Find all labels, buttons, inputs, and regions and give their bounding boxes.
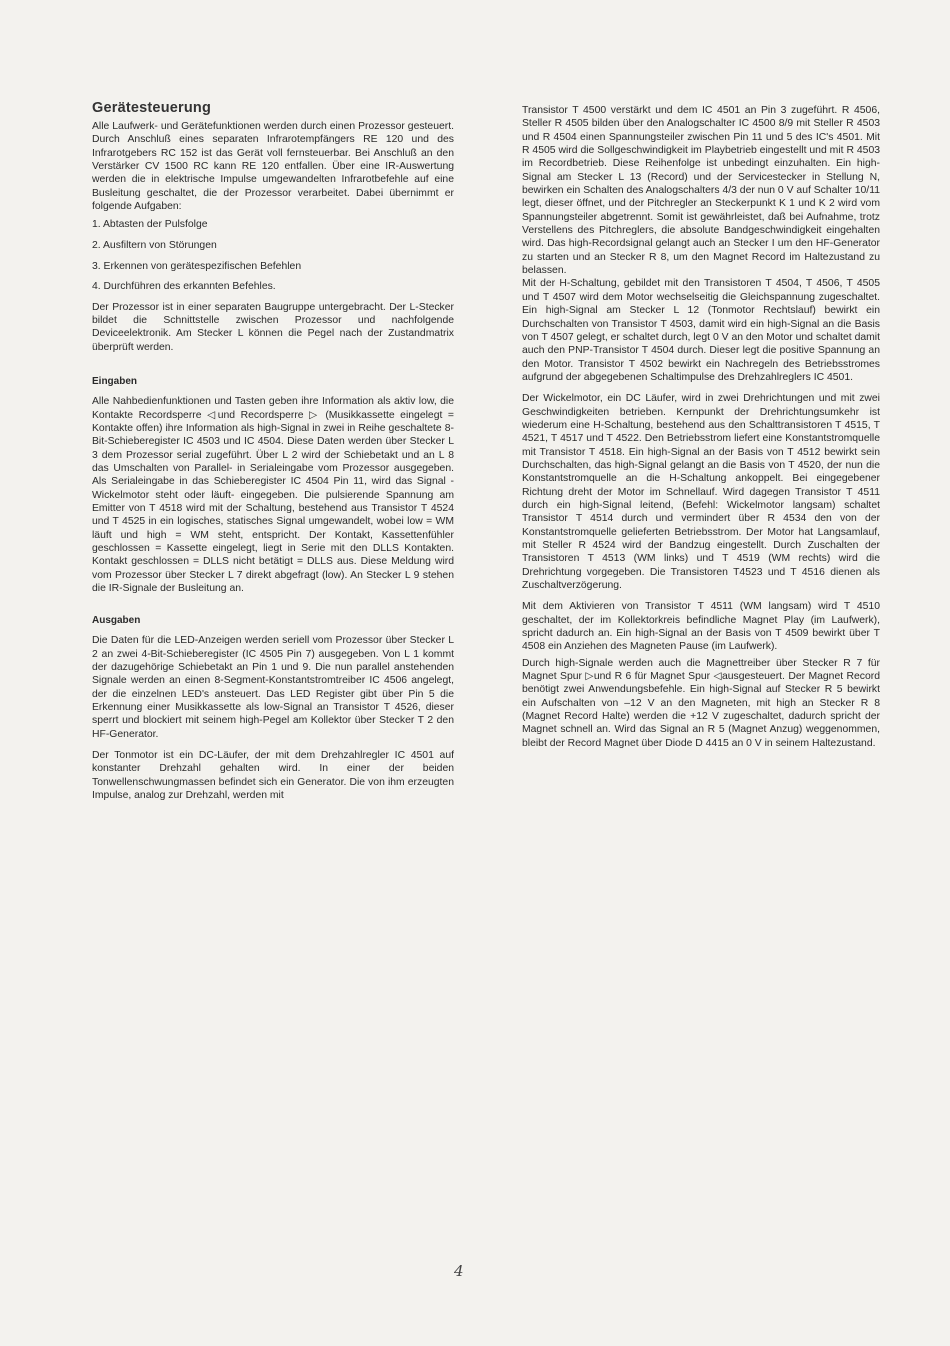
tonmotor-paragraph: Der Tonmotor ist ein DC-Läufer, der mit dem Drehzahlregler IC 4501 auf konstanter Drehzahl gehalten wird. In einer der beiden Tonwellenschwungmassen befindet sich ein Generator. Die von ihm erzeugten Impulse, analog zur Drehzahl, werden mit xyxy=(92,750,454,802)
page-number: 4 xyxy=(454,1262,464,1280)
left-column xyxy=(92,100,454,802)
section-title: Gerätesteuerung xyxy=(92,100,212,116)
task-item-4: 4. Durchführen des erkannten Befehles. xyxy=(92,281,276,293)
right-column xyxy=(522,104,880,750)
speed-control-paragraph: Transistor T 4500 verstärkt und dem IC 4501 an Pin 3 zugeführt. R 4506, Steller R 4505 bilden über den Analogschalter IC 4500 8/9 mit Steller R 4503 und R 4504 einen Spannungsteiler zwischen Pin 11 und 5 des IC's 4501. Mit R 4505 wird die Sollgeschwindigkeit im Playbetrieb eingestellt und mit R 4503 im Recordbetrieb. Diese Reihenfolge ist unbedingt einzuhalten. Ein high-Signal am Stecker L 13 (Record) und der Servicestecker in Stellung N, bewirken ein Schalten des Analogschalters 4/3 der nun 0 V auf Schalter 10/11 legt, dieser öffnet, und der Pitchregler an Steckerpunkt K 1 und K 2 wird vom Spannungsteiler abgetrennt. Somit ist gewährleistet, daß bei Aufnahme, trotz Verstellens des Pitchreglers, die absolute Bandgeschwindigkeit eingehalten wird. Das high-Recordsignal gelangt auch an Stecker I um den HF-Generator zu starten und an Stecker R 8, um den Magnet Record im Haltezustand zu belassen. xyxy=(522,105,880,277)
task-list xyxy=(92,218,454,293)
processor-paragraph: Der Prozessor ist in einer separaten Baugruppe untergebracht. Der L-Stecker bildet die Schnittstelle zwischen Prozessor und nachfolgende Deviceelektronik. Am Stecker L können die Pegel nach der Zustandmatrix überprüft werden. xyxy=(92,301,454,353)
inputs-heading: Eingaben xyxy=(92,376,138,388)
magnet-driver-paragraph: Durch high-Signale werden auch die Magnettreiber über Stecker R 7 für Magnet Spur ▷und R 6 für Magnet Spur ◁ausgesteuert. Der Magnet Record benötigt zwei Anwendungsbefehle. Ein high-Signal auf Stecker R 5 bewirkt ein Aufschalten von –12 V an den Magneten, mit high an Stecker R 8 (Magnet Record Halte) werden die +12 V zugeschaltet, dadurch spricht der Magnet schnell an. Wird das Signal an R 5 (Magnet Anzug) weggenommen, bleibt der Record Magnet über Diode D 4415 an 0 V in seinem Haltezustand. xyxy=(522,657,880,749)
outputs-heading: Ausgaben xyxy=(92,615,141,627)
winding-motor-paragraph: Der Wickelmotor, ein DC Läufer, wird in zwei Drehrichtungen und mit zwei Geschwindigkeiten betrieben. Kernpunkt der Drehrichtungsumkehr ist wiederum eine H-Schaltung, bestehend aus den Schalttransistoren T 4515, T 4521, T 4517 und T 4522. Den Betriebsstrom liefert eine Konstantstromquelle mit Transistor T 4518. Ein high-Signal an der Basis von T 4512 bewirkt sein Durchschalten, das high-Signal gelangt an die Basis von T 4520, der nun die Konstantstromquelle an die H-Schaltung ankoppelt. Bei eingegebener Richtung dreht der Motor im Schnellauf. Wird dagegen Transistor T 4511 durch ein high-Signal leitend, (Befehl: Wickelmotor langsam) schaltet Transistor T 4514 durch und vermindert über R 4534 den von der Konstantstromquelle gelieferten Betriebsstrom. Der Motor hat Langsamlauf, mit Steller R 4524 wird der Bandzug eingestellt. Durch Zuschalten der Transistoren T 4513 (WM links) und T 4519 (WM rechts) wird die Drehrichtung vorgegeben. Die Transistoren T4523 und T 4516 dienen als Zuschaltverzögerung. xyxy=(522,393,880,592)
task-item-1: 1. Abtasten der Pulsfolge xyxy=(92,219,208,231)
play-magnet-paragraph: Mit dem Aktivieren von Transistor T 4511 (WM langsam) wird T 4510 geschaltet, der im Kollektorkreis befindliche Magnet Play (im Laufwerk), spricht dadurch an. Ein high-Signal an der Basis von T 4509 bewirkt über T 4508 ein Anziehen des Magneten Pause (im Laufwerk). xyxy=(522,601,880,653)
task-item-2: 2. Ausfiltern von Störungen xyxy=(92,240,217,251)
outputs-paragraph: Die Daten für die LED-Anzeigen werden seriell vom Prozessor über Stecker L 2 an zwei 4-Bit-Schieberegister (IC 4505 Pin 7) ausgegeben. Von L 1 kommt der dazugehörige Schiebetakt an Pin 1 und 9. Die nun parallel anstehenden Signale werden an einen 8-Segment-Konstantstromtreiber IC 4506 angelegt, der die einzelnen LED's ansteuert. Das LED Register gibt über Pin 5 die Erkennung einer Musikkassette als low-Signal an Transistor T 4526, dieser sperrt und blockiert mit seinem high-Pegel am Kollektor über Stecker T 2 den HF-Generator. xyxy=(92,635,454,740)
task-item-3: 3. Erkennen von gerätespezifischen Befehlen xyxy=(92,260,302,272)
h-bridge-paragraph: Mit der H-Schaltung, gebildet mit den Transistoren T 4504, T 4506, T 4505 und T 4507 wird dem Motor wechselseitig die Gleichspannung zugeschaltet. Ein high-Signal am Stecker L 12 (Tonmotor Rechtslauf) bewirkt ein Durchschalten von Transistor T 4503, damit wird ein high-Signal an die Basis von T 4507 gelegt, er schaltet durch, legt 0 V an den Motor und schaltet damit auch den PNP-Transistor T 4504 durch. Dieser legt die positive Spannung an den Motor. Transistor T 4502 bewirkt ein Nachregeln des Betriebsstromes aufgrund der abgegebenen Schaltimpulse des Drehzahlreglers IC 4501. xyxy=(522,278,880,383)
intro-paragraph: Alle Laufwerk- und Gerätefunktionen werden durch einen Prozessor gesteuert. Durch Anschluß eines separaten Infrarotempfängers RE 120 und des Infrarotgebers RC 152 ist das Gerät voll fernsteuerbar. Bei Anschluß an den Verstärker CV 1500 RC kann RE 120 entfallen. Über eine IR-Auswertung werden die in elektrische Impulse umgewandelten Infrarotbefehle auf eine Busleitung geschaltet, die der Prozessor verarbeitet. Dabei übernimmt er folgende Aufgaben: xyxy=(92,121,454,213)
inputs-paragraph: Alle Nahbedienfunktionen und Tasten geben ihre Information als aktiv low, die Kontakte Recordsperre ◁und Recordsperre ▷ (Musikkassette eingelegt = Kontakte offen) ihre Information als high-Signal in zwei in Reihe geschaltete 8-Bit-Schieberegister IC 4503 und IC 4504. Diese Daten werden über Stecker L 3 dem Prozessor serial zugeführt. Über L 2 wird der Schiebetakt und an L 8 das Umschalten von Parallel- in Serialeingabe vom Prozessor ausgegeben. Als Serialeingabe in das Schieberegister IC 4504 Pin 11, wird das Signal -Wickelmotor steht oder läuft- eingegeben. Die pulsierende Spannung am Emitter von T 4518 wird mit der Schaltung, bestehend aus Transistor T 4524 und T 4525 in ein logisches, statisches Signal umgewandelt, wobei low = WM läuft und high = WM steht, entspricht. Der Kontakt, Kassettenfühler geschlossen = Kassette eingelegt, liegt in Serie mit den DLLS Kontakten. Kontakt geschlossen = DLLS nicht betätigt = DLLS aus. Diese Meldung wird vom Prozessor über Stecker L 7 direkt abgefragt (low). An Stecker L 9 stehen die IR-Signale der Busleitung an. xyxy=(92,396,454,594)
